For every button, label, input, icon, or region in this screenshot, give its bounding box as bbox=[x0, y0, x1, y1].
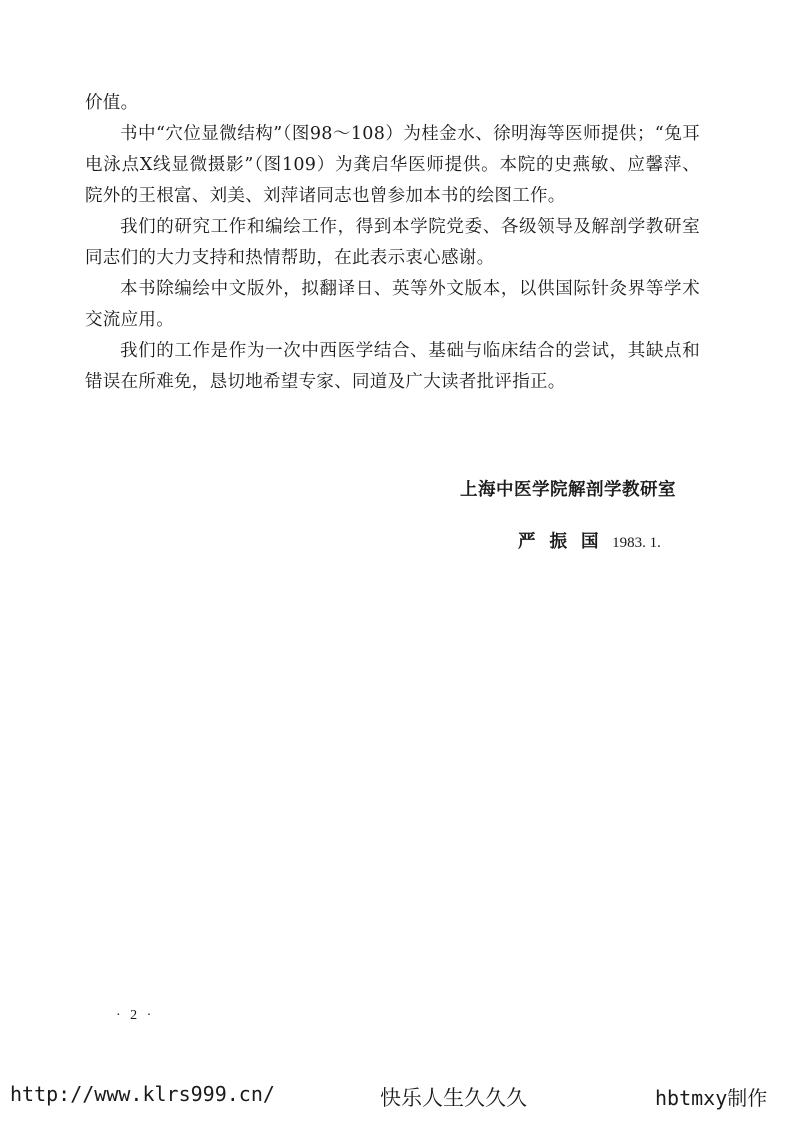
signature-block bbox=[518, 528, 661, 553]
preface-body bbox=[85, 88, 700, 398]
paragraph-translation-plan: 本书除编绘中文版外，拟翻译日、英等外文版本，以供国际针灸界等学术交流应用。 bbox=[85, 279, 700, 330]
paragraph-continuation: 价值。 bbox=[85, 93, 139, 113]
paragraph-closing: 我们的工作是作为一次中西医学结合、基础与临床结合的尝试，其缺点和错误在所难免，恳切地希望专家、同道及广大读者批评指正。 bbox=[85, 341, 700, 392]
signature-date: 1983. 1. bbox=[612, 535, 661, 551]
footer-slogan: 快乐人生久久久 bbox=[380, 1086, 527, 1110]
signature-organization: 上海中医学院解剖学教研室 bbox=[460, 480, 676, 500]
signature-name: 严振国 bbox=[518, 532, 613, 552]
paragraph-acknowledgement-contributors: 书中“穴位显微结构”（图98～108）为桂金水、徐明海等医师提供；“兔耳电泳点X线显微摄影”（图109）为龚启华医师提供。本院的史燕敏、应馨萍、院外的王根富、刘美、刘萍诸同志也曾参加本书的绘图工作。 bbox=[85, 124, 700, 206]
paragraph-acknowledgement-support: 我们的研究工作和编绘工作，得到本学院党委、各级领导及解剖学教研室同志们的大力支持和热情帮助，在此表示衷心感谢。 bbox=[85, 217, 700, 268]
footer-url: http://www.klrs999.cn/ bbox=[10, 1082, 275, 1106]
footer-credit: hbtmxy制作 bbox=[655, 1086, 768, 1110]
footer-watermark bbox=[0, 1082, 792, 1112]
page-number: · 2 · bbox=[116, 1008, 155, 1023]
